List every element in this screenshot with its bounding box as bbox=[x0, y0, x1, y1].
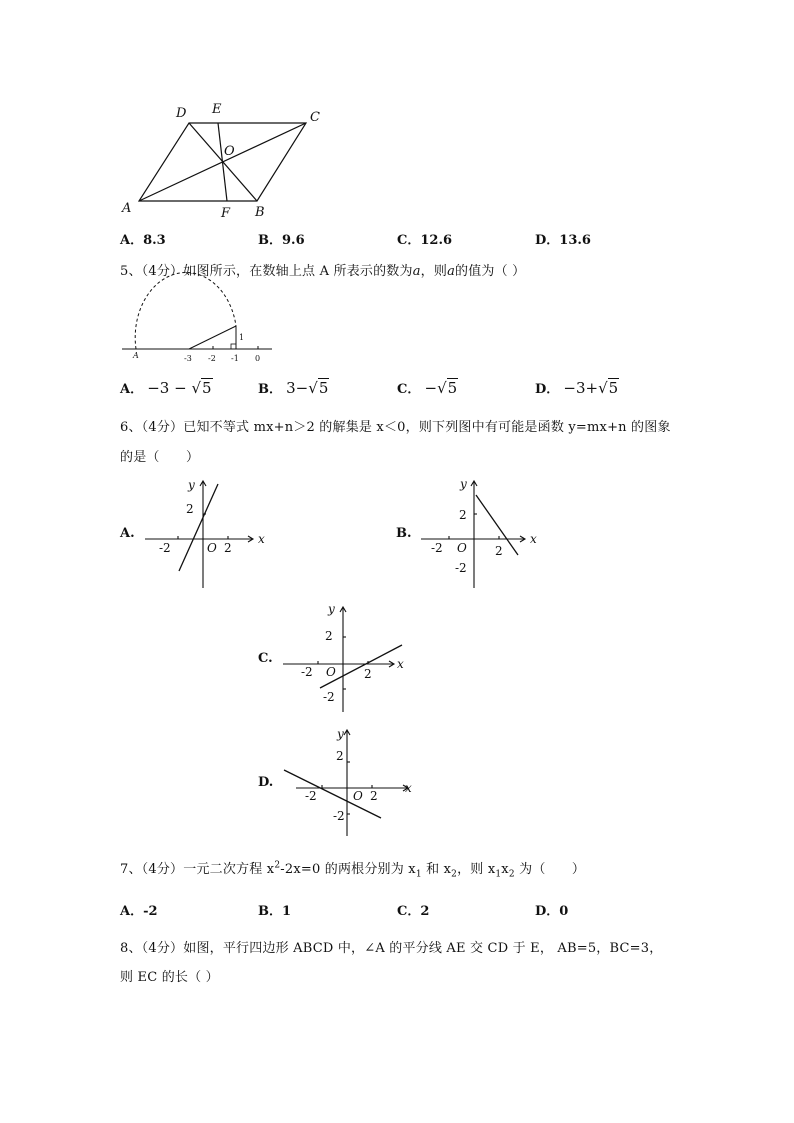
q8-stem-line2: 则 EC 的长（ ） bbox=[120, 970, 219, 985]
svg-text:-2: -2 bbox=[301, 665, 313, 679]
svg-text:2: 2 bbox=[186, 502, 194, 516]
label-f: F bbox=[221, 206, 231, 221]
svg-text:O: O bbox=[326, 665, 336, 679]
svg-text:O: O bbox=[457, 541, 467, 555]
q6-option-b-label[interactable]: B. bbox=[396, 526, 412, 541]
height-label: 1 bbox=[239, 333, 245, 342]
svg-text:-2: -2 bbox=[333, 809, 345, 823]
svg-text:2: 2 bbox=[459, 508, 467, 522]
q6-option-d-label[interactable]: D. bbox=[258, 775, 274, 790]
point-a-label: A bbox=[133, 351, 139, 360]
q7-option-a[interactable]: A．-2 bbox=[120, 904, 158, 919]
q4-option-c[interactable]: C．12.6 bbox=[397, 233, 453, 248]
svg-text:2: 2 bbox=[364, 667, 372, 681]
q7-option-b[interactable]: B．1 bbox=[258, 904, 292, 919]
svg-text:-2: -2 bbox=[455, 561, 467, 575]
label-o: O bbox=[224, 144, 235, 159]
q6-stem-line1: 6、（4分）已知不等式 mx+n＞2 的解集是 x＜0，则下列图中有可能是函数 y=mx+n 的图象 bbox=[120, 420, 671, 435]
svg-text:2: 2 bbox=[325, 629, 333, 643]
q7-option-d[interactable]: D．0 bbox=[535, 904, 569, 919]
tick-minus-2: -2 bbox=[208, 354, 216, 363]
q5-option-c[interactable]: C． −√5 bbox=[397, 379, 458, 397]
svg-text:x: x bbox=[397, 657, 404, 671]
q5-option-b[interactable]: B． 3−√5 bbox=[258, 379, 329, 397]
label-a: A bbox=[122, 201, 132, 216]
q6-stem-line2: 的是（ ） bbox=[120, 450, 200, 465]
svg-text:y: y bbox=[188, 478, 195, 492]
q4-option-b[interactable]: B．9.6 bbox=[258, 233, 305, 248]
tick-minus-1: -1 bbox=[231, 354, 239, 363]
tick-0: 0 bbox=[255, 354, 261, 363]
q8-stem-line1: 8、（4分）如图，平行四边形 ABCD 中，∠A 的平分线 AE 交 CD 于 E， AB=5，BC=3， bbox=[120, 941, 663, 956]
q4-option-d[interactable]: D．13.6 bbox=[535, 233, 591, 248]
q6-option-c-label[interactable]: C. bbox=[258, 651, 273, 666]
q4-option-a[interactable]: A．8.3 bbox=[120, 233, 166, 248]
label-c: C bbox=[310, 110, 320, 125]
svg-text:2: 2 bbox=[336, 749, 344, 763]
svg-text:O: O bbox=[207, 541, 217, 555]
q5-option-a[interactable]: A． −3 − √5 bbox=[120, 379, 212, 397]
q5-option-d[interactable]: D． −3+√5 bbox=[535, 379, 619, 397]
q5-stem: 5、（4分）如图所示，在数轴上点 A 所表示的数为a，则a的值为（ ） bbox=[120, 264, 526, 279]
svg-text:2: 2 bbox=[370, 789, 378, 803]
svg-text:y: y bbox=[328, 602, 335, 616]
svg-text:-2: -2 bbox=[159, 541, 171, 555]
svg-text:-2: -2 bbox=[431, 541, 443, 555]
svg-text:x: x bbox=[258, 532, 265, 546]
label-d: D bbox=[176, 106, 187, 121]
svg-text:2: 2 bbox=[224, 541, 232, 555]
svg-text:x: x bbox=[405, 781, 412, 795]
q6-option-a-label[interactable]: A. bbox=[120, 526, 135, 541]
svg-text:y: y bbox=[460, 477, 467, 491]
q7-stem: 7、（4分）一元二次方程 $x^2-2x=0$ 的两根分别为 $x_1$ 和 $x_2$，则 $x_1x_2$ 为（ ） bbox=[120, 860, 586, 880]
tick-minus-3: -3 bbox=[184, 354, 192, 363]
svg-text:-2: -2 bbox=[323, 690, 335, 704]
label-e: E bbox=[212, 102, 222, 117]
svg-text:y: y bbox=[337, 727, 344, 741]
svg-text:-2: -2 bbox=[305, 789, 317, 803]
q7-option-c[interactable]: C．2 bbox=[397, 904, 430, 919]
label-b: B bbox=[255, 205, 265, 220]
svg-text:2: 2 bbox=[495, 544, 503, 558]
svg-text:O: O bbox=[353, 789, 363, 803]
svg-text:x: x bbox=[530, 532, 537, 546]
